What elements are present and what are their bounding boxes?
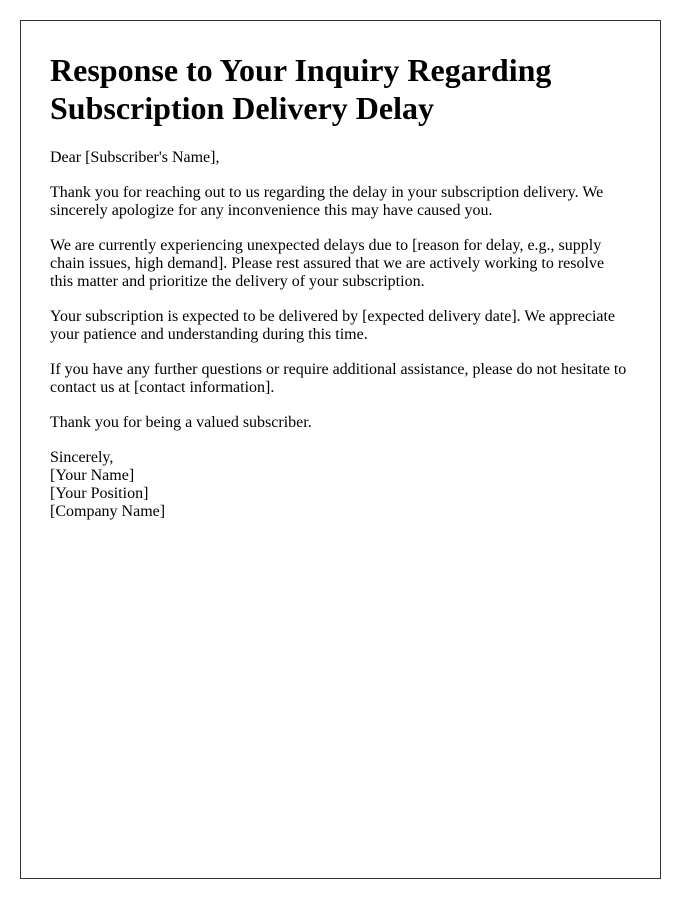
signature-position: [Your Position] <box>50 485 149 502</box>
letter-closing: Sincerely, <box>50 449 114 466</box>
letter-page <box>20 20 661 879</box>
letter-paragraph-4: If you have any further questions or require additional assistance, please do not hesitate to contact us at [contact information]. <box>50 361 627 396</box>
letter-paragraph-5: Thank you for being a valued subscriber. <box>50 414 312 431</box>
signature-name: [Your Name] <box>50 467 135 484</box>
letter-greeting: Dear [Subscriber's Name], <box>50 149 220 166</box>
letter-paragraph-2: We are currently experiencing unexpected delays due to [reason for delay, e.g., supply chain issues, high demand]. Please rest assured that we are actively working to resolve this matter and prioritize the delivery of your subscription. <box>50 237 605 290</box>
signature-company: [Company Name] <box>50 503 166 520</box>
letter-title: Response to Your Inquiry Regarding Subscription Delivery Delay <box>50 52 552 126</box>
letter-signoff <box>50 449 631 521</box>
letter-paragraph-3: Your subscription is expected to be delivered by [expected delivery date]. We appreciate your patience and understanding during this time. <box>50 308 616 343</box>
letter-paragraph-1: Thank you for reaching out to us regarding the delay in your subscription delivery. We sincerely apologize for any inconvenience this may have caused you. <box>50 184 604 219</box>
